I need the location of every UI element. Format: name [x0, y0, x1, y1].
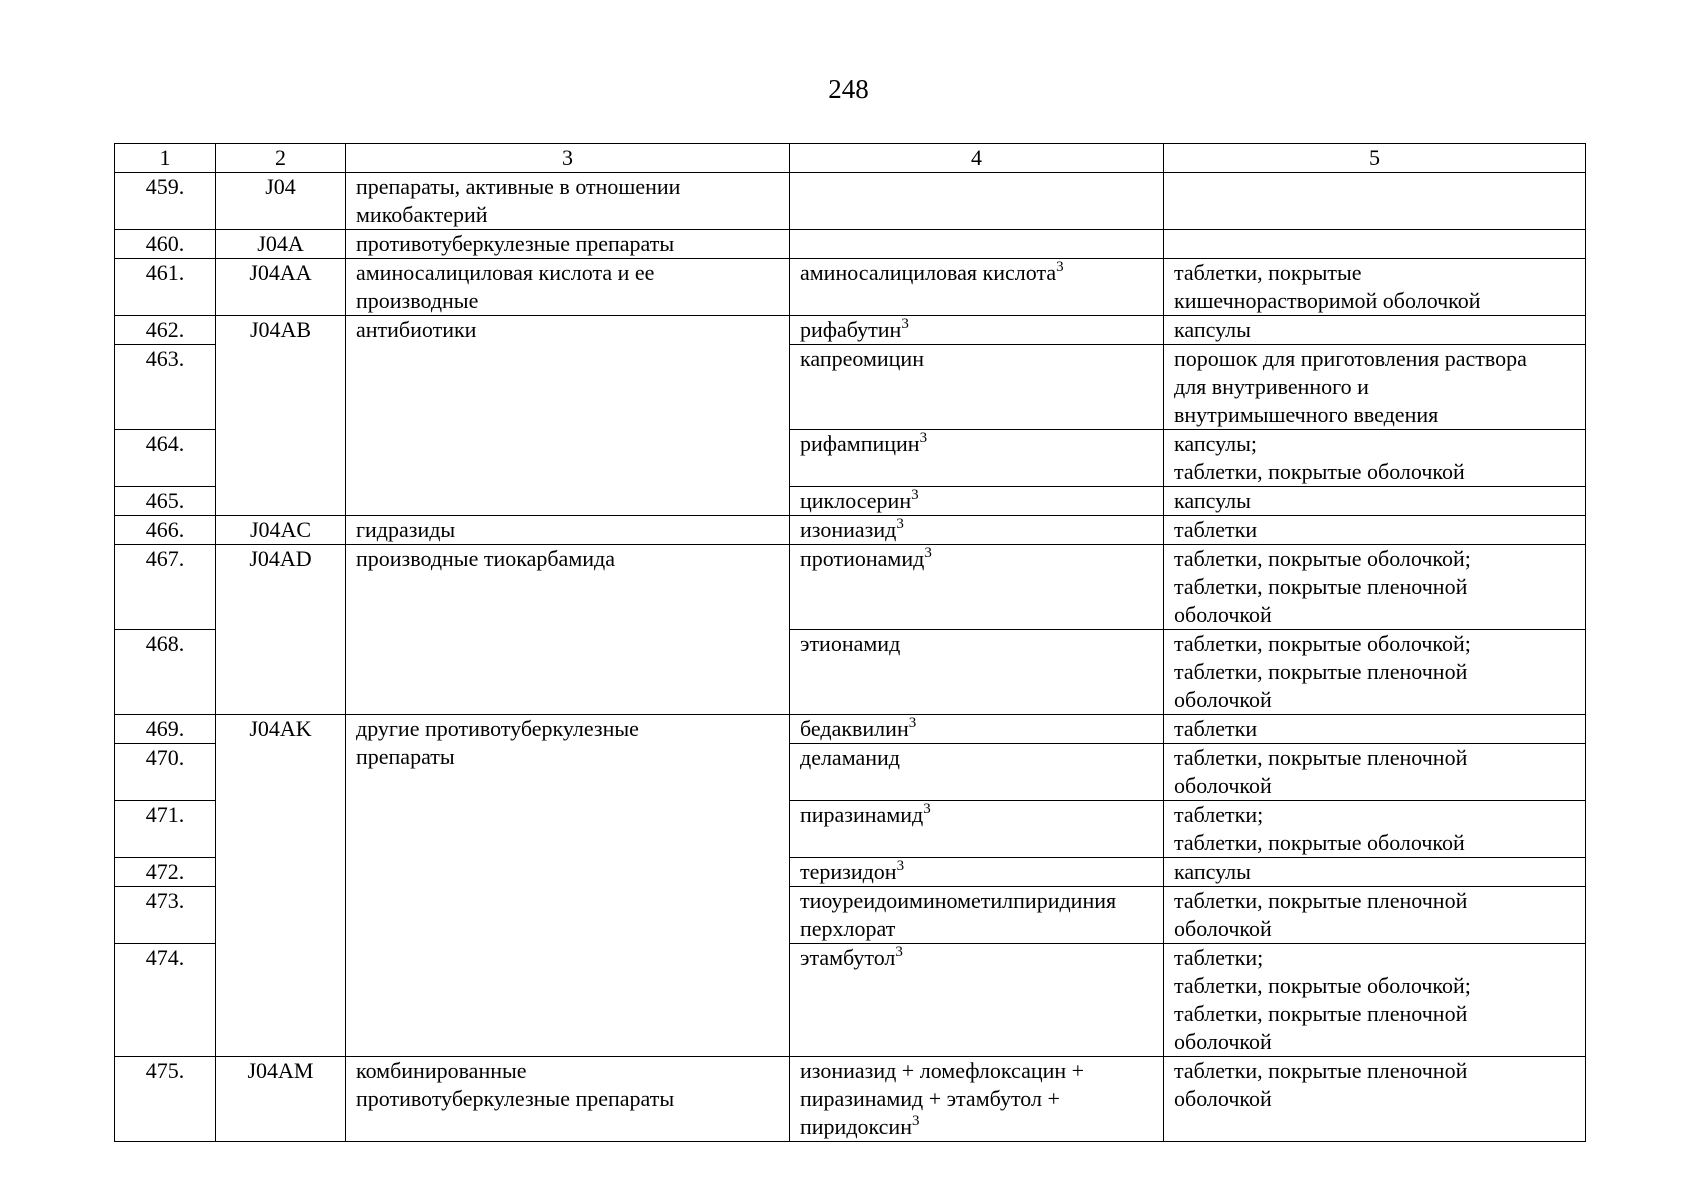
drug-name-text: рифабутин [800, 317, 902, 342]
footnote-mark: 3 [896, 858, 905, 874]
page-number: 248 [828, 74, 869, 104]
footnote-mark: 3 [919, 430, 928, 446]
drug-name-text: теризидон [800, 859, 897, 884]
atc-code: J04AC [216, 516, 346, 545]
dosage-form: таблетки, покрытые пленочной оболочкой [1164, 1057, 1586, 1142]
group-name: другие противотуберкулезные препараты [346, 715, 790, 1057]
drug-name-text: изониазид + ломефлоксацин + пиразинамид + этамбутол + пиридоксин [800, 1058, 1085, 1139]
dosage-form: таблетки; таблетки, покрытые оболочкой [1164, 801, 1586, 858]
drug-name-text: изониазид [800, 517, 897, 542]
table-row [115, 715, 1586, 744]
group-name: антибиотики [346, 316, 790, 516]
atc-code: J04A [216, 230, 346, 259]
drug-name [790, 858, 1164, 887]
header-cell: 3 [346, 144, 790, 173]
dosage-form [1164, 173, 1586, 230]
footnote-mark: 3 [923, 801, 931, 817]
group-name: аминосалициловая кислота и ее производные [346, 259, 790, 316]
atc-code: J04 [216, 173, 346, 230]
header-cell: 5 [1164, 144, 1586, 173]
atc-code: J04AD [216, 545, 346, 715]
row-number: 474. [115, 944, 216, 1057]
dosage-form: таблетки, покрытые пленочной оболочкой [1164, 744, 1586, 801]
drug-name-text: протионамид [800, 546, 925, 571]
drug-name [790, 1057, 1164, 1142]
table-row [115, 173, 1586, 230]
dosage-form: таблетки [1164, 715, 1586, 744]
group-name: гидразиды [346, 516, 790, 545]
drug-name [790, 487, 1164, 516]
drug-name [790, 345, 1164, 430]
drug-name-text: бедаквилин [800, 716, 909, 741]
drug-name-text: капреомицин [800, 346, 924, 371]
row-number: 471. [115, 801, 216, 858]
drug-name [790, 259, 1164, 316]
header-cell: 1 [115, 144, 216, 173]
drug-name [790, 801, 1164, 858]
table-row [115, 230, 1586, 259]
drug-name-text: аминосалициловая кислота [800, 260, 1057, 285]
table-row [115, 1057, 1586, 1142]
group-name: препараты, активные в отношении микобактерий [346, 173, 790, 230]
table-row [115, 545, 1586, 630]
dosage-form: порошок для приготовления раствора для внутривенного и внутримышечного введения [1164, 345, 1586, 430]
row-number: 462. [115, 316, 216, 345]
drug-name-text: пиразинамид [800, 802, 924, 827]
atc-code: J04AB [216, 316, 346, 516]
dosage-form: таблетки, покрытые пленочной оболочкой [1164, 887, 1586, 944]
group-name: противотуберкулезные препараты [346, 230, 790, 259]
row-number: 465. [115, 487, 216, 516]
row-number: 467. [115, 545, 216, 630]
footnote-mark: 3 [895, 944, 903, 960]
drug-name [790, 430, 1164, 487]
table-header-row [115, 144, 1586, 173]
drug-name [790, 173, 1164, 230]
drug-name [790, 630, 1164, 715]
footnote-mark: 3 [908, 715, 917, 731]
drug-name [790, 316, 1164, 345]
drug-name [790, 887, 1164, 944]
footnote-mark: 3 [901, 316, 909, 332]
dosage-form: таблетки, покрытые кишечнорастворимой оболочкой [1164, 259, 1586, 316]
footnote-mark: 3 [911, 1113, 920, 1129]
drug-name-text: этионамид [800, 631, 901, 656]
row-number: 460. [115, 230, 216, 259]
drug-name [790, 715, 1164, 744]
header-cell: 4 [790, 144, 1164, 173]
row-number: 470. [115, 744, 216, 801]
row-number: 461. [115, 259, 216, 316]
row-number: 464. [115, 430, 216, 487]
row-number: 466. [115, 516, 216, 545]
dosage-form: таблетки, покрытые оболочкой; таблетки, покрытые пленочной оболочкой [1164, 630, 1586, 715]
drug-name [790, 944, 1164, 1057]
footnote-mark: 3 [896, 516, 904, 532]
row-number: 475. [115, 1057, 216, 1142]
dosage-form: капсулы [1164, 316, 1586, 345]
dosage-form: капсулы [1164, 858, 1586, 887]
row-number: 468. [115, 630, 216, 715]
drug-table [114, 143, 1586, 1142]
row-number: 472. [115, 858, 216, 887]
footnote-mark: 3 [924, 545, 932, 561]
group-name: комбинированные противотуберкулезные препараты [346, 1057, 790, 1142]
drug-name [790, 516, 1164, 545]
drug-name-text: деламанид [800, 745, 900, 770]
table-row [115, 259, 1586, 316]
atc-code: J04AA [216, 259, 346, 316]
dosage-form: таблетки [1164, 516, 1586, 545]
row-number: 469. [115, 715, 216, 744]
dosage-form: капсулы [1164, 487, 1586, 516]
dosage-form: таблетки, покрытые оболочкой; таблетки, покрытые пленочной оболочкой [1164, 545, 1586, 630]
row-number: 473. [115, 887, 216, 944]
atc-code: J04AM [216, 1057, 346, 1142]
dosage-form [1164, 230, 1586, 259]
drug-name-text: этамбутол [800, 945, 896, 970]
drug-name-text: рифампицин [800, 431, 920, 456]
footnote-mark: 3 [911, 487, 919, 503]
drug-name-text: циклосерин [800, 488, 912, 513]
drug-name [790, 545, 1164, 630]
row-number: 459. [115, 173, 216, 230]
atc-code: J04AK [216, 715, 346, 1057]
header-cell: 2 [216, 144, 346, 173]
table-row [115, 516, 1586, 545]
drug-name [790, 744, 1164, 801]
drug-name-text: тиоуреидоиминометилпиридиния перхлорат [800, 888, 1117, 941]
footnote-mark: 3 [1056, 259, 1064, 275]
dosage-form: таблетки; таблетки, покрытые оболочкой; таблетки, покрытые пленочной оболочкой [1164, 944, 1586, 1057]
dosage-form: капсулы; таблетки, покрытые оболочкой [1164, 430, 1586, 487]
drug-name [790, 230, 1164, 259]
group-name: производные тиокарбамида [346, 545, 790, 715]
row-number: 463. [115, 345, 216, 430]
table-row [115, 316, 1586, 345]
